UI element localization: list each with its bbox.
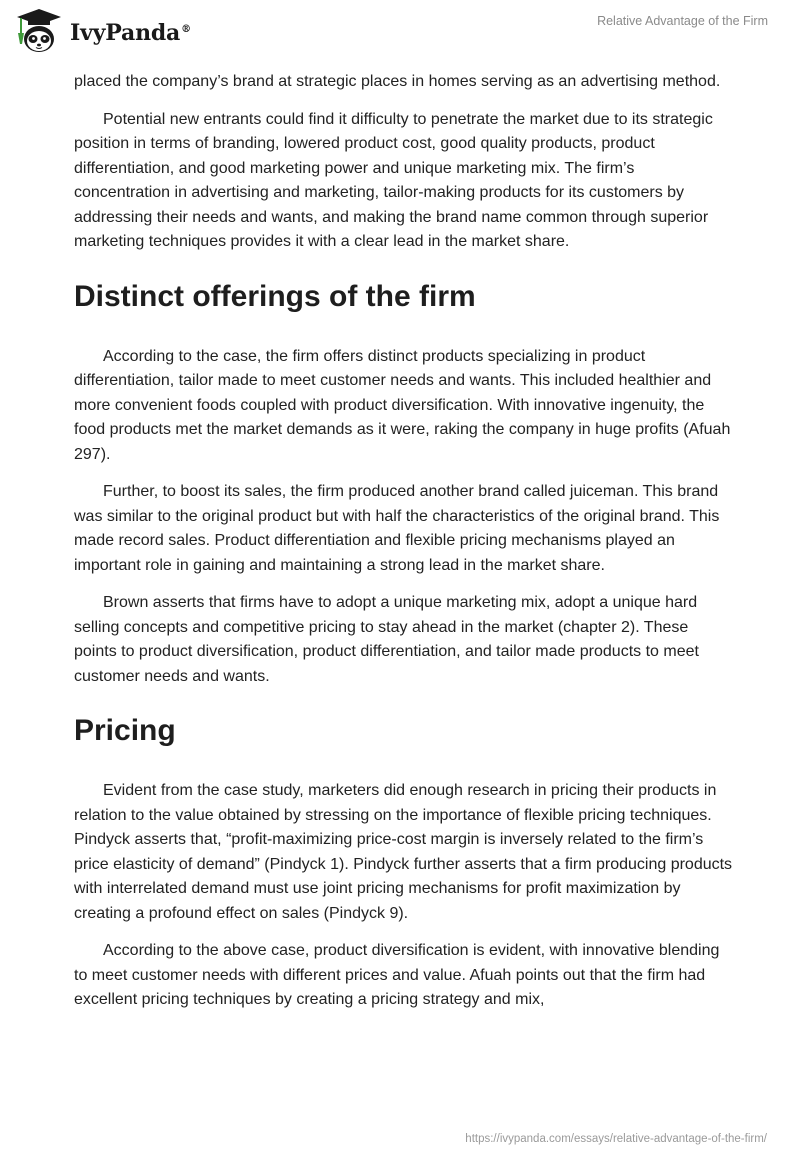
section-heading-distinct-offerings: Distinct offerings of the firm: [74, 279, 476, 313]
essay-content: [74, 70, 734, 1026]
paragraph: Potential new entrants could find it difficulty to penetrate the market due to its strategic position in terms of branding, lowered product cost, good quality products, product differentiation, and good marketing power and unique marketing mix. The firm’s concentration in advertising and marketing, tailor-making products for its customers by addressing their needs and wants, and making the brand name common through superior marketing techniques provides it with a clear lead in the market share.: [74, 110, 713, 250]
header-title: Relative Advantage of the Firm: [597, 14, 768, 28]
paragraph: Further, to boost its sales, the firm produced another brand called juiceman. This brand was similar to the original product but with half the characteristics of the original brand. This made record sales. Product differentiation and flexible pricing mechanisms played an important role in gaining and maintaining a strong lead in the market share.: [74, 483, 720, 574]
paragraph-continued: placed the company’s brand at strategic places in homes serving as an advertising method.: [74, 73, 721, 90]
paragraph: Evident from the case study, marketers did enough research in pricing their products in relation to the value obtained by stressing on the importance of flexible pricing techniques. Pindyck asserts that, “profit-maximizing price-cost margin is inversely related to the firm’s price elasticity of demand” (Pindyck 1). Pindyck further asserts that a firm producing products with interrelated demand must use joint pricing mechanisms for profit maximization by creating a profound effect on sales (Pindyck 9).: [74, 782, 733, 922]
registered-mark: ®: [181, 23, 191, 35]
logo[interactable]: [14, 6, 191, 56]
logo-text: IvyPanda®: [70, 20, 191, 46]
panda-graduate-icon: [14, 6, 64, 56]
page-header: [0, 0, 800, 68]
source-url[interactable]: https://ivypanda.com/essays/relative-advantage-of-the-firm/: [465, 1133, 767, 1145]
paragraph: According to the above case, product diversification is evident, with innovative blending to meet customer needs with different prices and value. Afuah points out that the firm had excellent pricing techniques by creating a pricing strategy and mix,: [74, 942, 720, 1008]
section-heading-pricing: Pricing: [74, 714, 176, 747]
paragraph: Brown asserts that firms have to adopt a unique marketing mix, adopt a unique hard selling concepts and competitive pricing to stay ahead in the market (chapter 2). These points to product diversification, product differentiation, and tailor made products to meet customer needs and wants.: [74, 594, 699, 685]
paragraph: According to the case, the firm offers distinct products specializing in product differentiation, tailor made to meet customer needs and wants. This included healthier and more convenient foods coupled with product diversification. With innovative ingenuity, the food products met the market demands as it were, raking the company in huge profits (Afuah 297).: [74, 347, 731, 463]
